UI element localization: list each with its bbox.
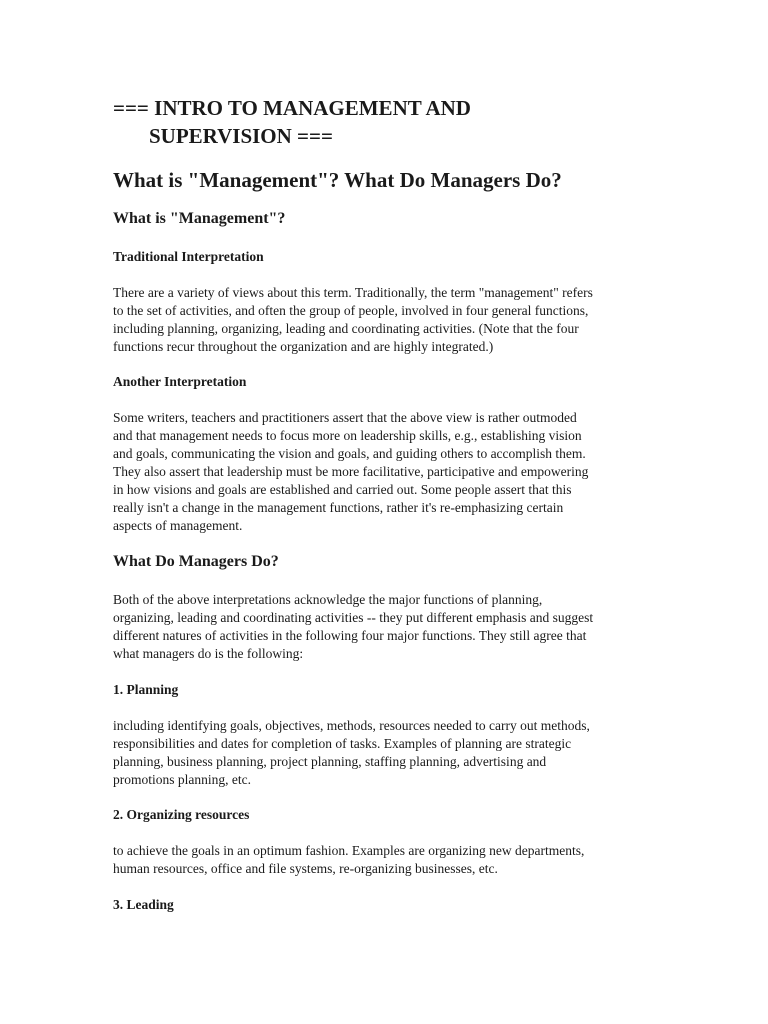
paragraph-line: aspects of management. bbox=[113, 518, 243, 533]
paragraph-line: There are a variety of views about this term. Traditionally, the term "management" refers bbox=[113, 285, 593, 300]
paragraph-line: different natures of activities in the following four major functions. They still agree that bbox=[113, 628, 587, 643]
section-heading-what-do-managers-do: What Do Managers Do? bbox=[113, 553, 279, 570]
paragraph-line: Some writers, teachers and practitioners assert that the above view is rather outmoded bbox=[113, 410, 577, 425]
subheading-organizing-resources: 2. Organizing resources bbox=[113, 807, 250, 822]
paragraph-line: Both of the above interpretations acknowledge the major functions of planning, bbox=[113, 592, 543, 607]
paragraph-line: what managers do is the following: bbox=[113, 646, 304, 661]
paragraph-line: and goals, communicating the vision and goals, and guiding others to accomplish them. bbox=[113, 446, 586, 461]
paragraph-line: to achieve the goals in an optimum fashion. Examples are organizing new departments, bbox=[113, 843, 585, 858]
paragraph-line: They also assert that leadership must be more facilitative, participative and empowering bbox=[113, 464, 589, 479]
document-title: === INTRO TO MANAGEMENT AND SUPERVISION === bbox=[113, 96, 471, 148]
paragraph-line: human resources, office and file systems, re-organizing businesses, etc. bbox=[113, 861, 498, 876]
paragraph-line: organizing, leading and coordinating activities -- they put different emphasis and suggest bbox=[113, 610, 594, 625]
subheading-traditional-interpretation: Traditional Interpretation bbox=[113, 249, 264, 264]
section-heading-what-is-management: What is "Management"? bbox=[113, 210, 286, 227]
paragraph-another-interpretation bbox=[113, 409, 673, 535]
paragraph-what-do-managers-do bbox=[113, 591, 673, 663]
paragraph-line: including identifying goals, objectives, methods, resources needed to carry out methods, bbox=[113, 718, 590, 733]
main-heading: What is "Management"? What Do Managers Do? bbox=[113, 168, 562, 192]
subheading-leading: 3. Leading bbox=[113, 897, 174, 912]
paragraph-organizing-resources bbox=[113, 842, 673, 878]
paragraph-line: really isn't a change in the management functions, rather it's re-emphasizing certain bbox=[113, 500, 564, 515]
paragraph-line: and that management needs to focus more on leadership skills, e.g., establishing vision bbox=[113, 428, 582, 443]
paragraph-line: promotions planning, etc. bbox=[113, 772, 251, 787]
paragraph-line: functions recur throughout the organization and are highly integrated.) bbox=[113, 339, 494, 354]
paragraph-traditional-interpretation bbox=[113, 284, 673, 356]
subheading-planning: 1. Planning bbox=[113, 682, 179, 697]
paragraph-line: responsibilities and dates for completion of tasks. Examples of planning are strategic bbox=[113, 736, 572, 751]
paragraph-line: in how visions and goals are established and carried out. Some people assert that this bbox=[113, 482, 572, 497]
paragraph-planning bbox=[113, 717, 673, 789]
paragraph-line: including planning, organizing, leading and coordinating activities. (Note that the four bbox=[113, 321, 579, 336]
paragraph-line: planning, business planning, project planning, staffing planning, advertising and bbox=[113, 754, 547, 769]
paragraph-line: to the set of activities, and often the group of people, involved in four general functions, bbox=[113, 303, 589, 318]
subheading-another-interpretation: Another Interpretation bbox=[113, 374, 247, 389]
